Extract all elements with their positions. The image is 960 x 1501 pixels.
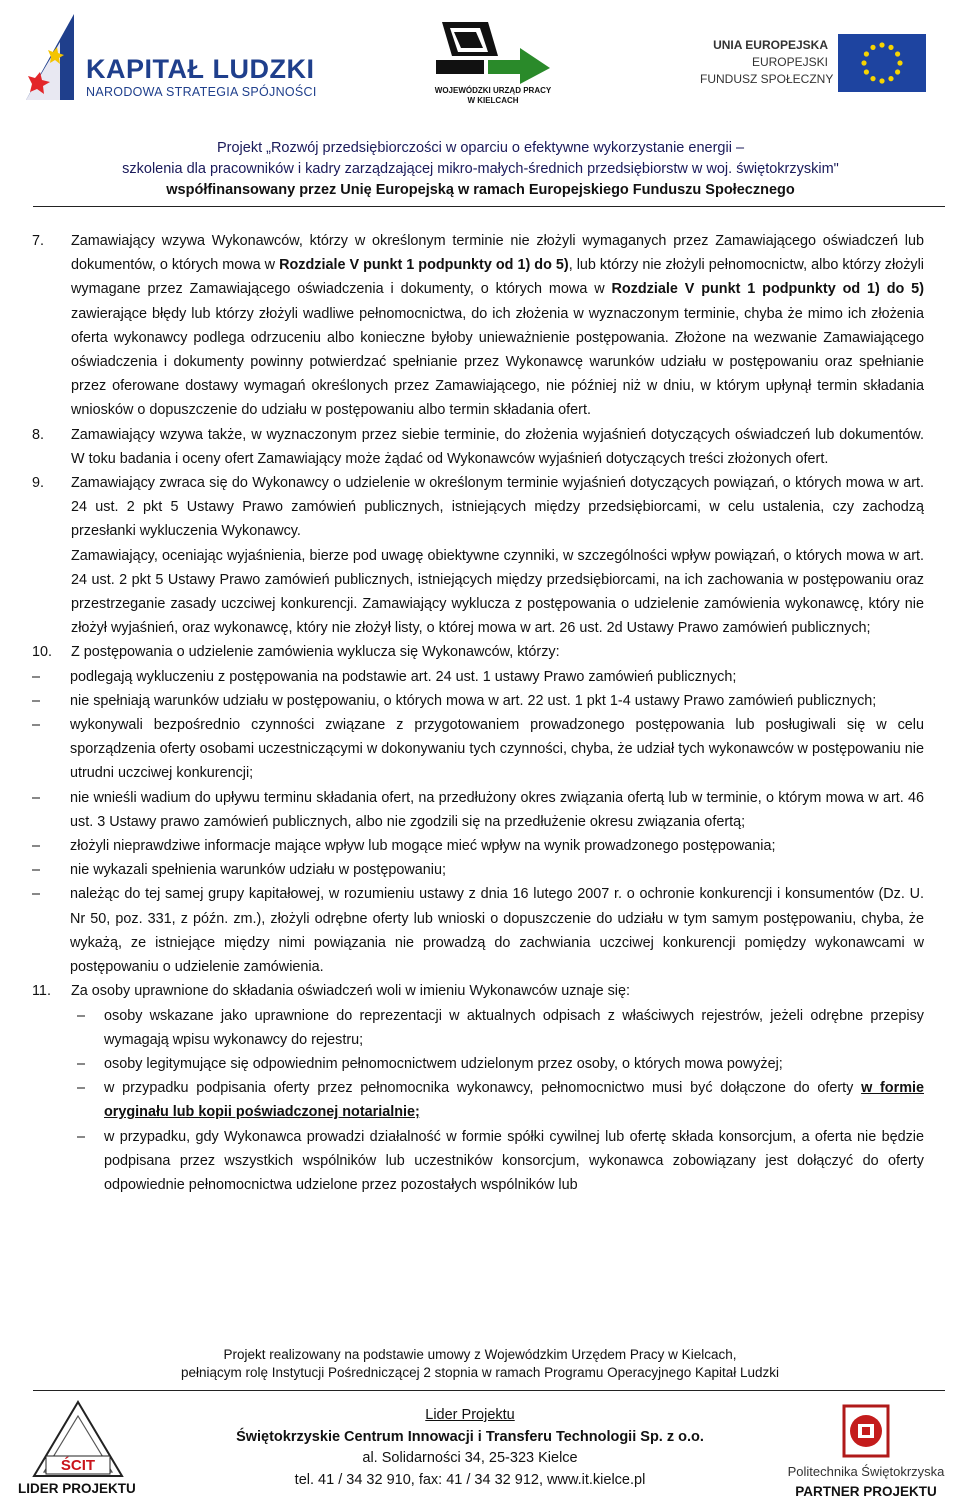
banner-line-1: Projekt „Rozwój przedsiębiorczości w oparciu o efektywne wykorzystanie energii – bbox=[216, 140, 745, 156]
header-divider bbox=[33, 206, 945, 207]
list-item-9 bbox=[32, 471, 924, 640]
bullet-item: – osoby wskazane jako uprawnione do reprezentacji w aktualnych odpisach z właściwych rejestrów, jeżeli odrębne przepisy wymagają wpisu wykonawcy do rejestru; bbox=[77, 1007, 924, 1048]
item-text: Zamawiający wzywa Wykonawców, którzy w określonym terminie nie złożyli wymaganych przez Zamawiającego oświadczeń lub dokumentów, o których mowa w Rozdziale V punkt 1 podpunkty od 1) do 5), lub którzy nie złożyli pełnomocnictw, albo którzy złożyli wymagane przez Zamawiającego oświadczenia i dokumenty, o których mowa w Rozdziale V punkt 1 podpunkty od 1) do 5) zawierające błędy lub którzy złożyli wadliwe pełnomocnictwa, do ich złożenia w wyznaczonym terminie, chyba że mimo ich złożenia oferta wykonawcy podlega odrzuceniu albo konieczne byłoby unieważnienie postępowania. Złożone na wezwanie Zamawiającego oświadczenia i dokumenty powinny potwierdzać spełnianie przez Wykonawcę warunków udziału w postępowaniu oraz spełnianie przez oferowane dostawy wymagań określonych przez Zamawiającego, nie później niż w dniu, w którym upłynął termin składania wniosków o dopuszczenie do udziału w postępowaniu albo termin składania ofert. bbox=[71, 233, 924, 419]
bullet-item: – nie wnieśli wadium do upływu terminu składania ofert, na przedłużony okres związania ofertą lub w terminie, o którym mowa w art. 46 ust. 3 Ustawy prawo zamówień publicznych, albo nie zgodzili się na przedłużenie okresu związania ofertą; bbox=[32, 789, 924, 830]
banner-line-2: szkolenia dla pracowników i kadry zarządzającej mikro-małych-średnich przedsiębiorstw w woj. świętokrzyskim" bbox=[122, 161, 839, 177]
document-body bbox=[32, 229, 924, 1197]
leader-address: al. Solidarności 34, 25-323 Kielce bbox=[362, 1450, 578, 1466]
kapital-ludzki-subtitle: NARODOWA STRATEGIA SPÓJNOŚCI bbox=[86, 85, 317, 99]
banner-line-3: współfinansowany przez Unię Europejską w ramach Europejskiego Funduszu Społecznego bbox=[166, 182, 795, 198]
leader-label: LIDER PROJEKTU bbox=[18, 1481, 136, 1496]
bullet-item: – podlegają wykluczeniu z postępowania na podstawie art. 24 ust. 1 ustawy Prawo zamówień publicznych; bbox=[32, 668, 737, 685]
ue-line3: FUNDUSZ SPOŁECZNY bbox=[700, 72, 834, 86]
partner-label: PARTNER PROJEKTU bbox=[795, 1484, 937, 1499]
leader-name: Świętokrzyskie Centrum Innowacji i Transferu Technologii Sp. z o.o. bbox=[236, 1428, 704, 1445]
list-item-11 bbox=[32, 979, 924, 1003]
bullet-item: – wykonywali bezpośrednio czynności związane z przygotowaniem prowadzonego postępowania lub posługiwali się w celu sporządzenia oferty osobami uczestniczącymi w dokonywaniu tych czynności, chyba, że udział tych wykonawców w postępowaniu nie utrudni uczciwej konkurencji; bbox=[32, 717, 924, 782]
kapital-ludzki-logo bbox=[22, 12, 322, 102]
scit-triangle-icon bbox=[18, 1398, 138, 1478]
bullet-item: – nie spełniają warunków udziału w postępowaniu, o których mowa w art. 22 ust. 1 pkt 1-4 ustawy Prawo zamówień publicznych; bbox=[32, 692, 877, 709]
item-text: Zamawiający wzywa także, w wyznaczonym przez siebie terminie, do złożenia wyjaśnień dotyczących oświadczeń lub dokumentów. W toku badania i oceny ofert Zamawiający może żądać od Wykonawców wyjaśnień dotyczących treści złożonych ofert. bbox=[71, 426, 924, 467]
item-number: 9. bbox=[32, 475, 45, 492]
list-item-7 bbox=[32, 229, 924, 423]
bullet-item: – nie wykazali spełnienia warunków udziału w postępowaniu; bbox=[32, 862, 446, 879]
wup-name: WOJEWÓDZKI URZĄD PRACY bbox=[434, 86, 552, 95]
leader-contact: tel. 41 / 34 32 910, fax: 41 / 34 32 912, www.it.kielce.pl bbox=[294, 1471, 646, 1488]
bullet-item: – osoby legitymujące się odpowiednim pełnomocnictwem udzielonym przez osoby, o których mowa powyżej; bbox=[77, 1055, 783, 1072]
politechnika-emblem-icon bbox=[776, 1402, 956, 1462]
item-text: Za osoby uprawnione do składania oświadczeń woli w imieniu Wykonawców uznaje się: bbox=[71, 983, 630, 1000]
item-number: 7. bbox=[32, 233, 45, 249]
kapital-ludzki-emblem-icon bbox=[22, 12, 80, 102]
ue-line2: EUROPEJSKI bbox=[751, 55, 828, 69]
item-number: 11. bbox=[32, 983, 51, 1000]
item-text: Z postępowania o udzielenie zamówienia wyklucza się Wykonawców, którzy: bbox=[71, 644, 560, 661]
wup-logo bbox=[428, 16, 558, 108]
bullet-item: – należąc do tej samej grupy kapitałowej, w rozumieniu ustawy z dnia 16 lutego 2007 r. o ochronie konkurencji i konsumentów (Dz. U. Nr 50, poz. 331, z późn. zm.), złożyli odrębne oferty lub wnioski o dopuszczenie do udziału w tym samym postępowaniu, chyba, że wykażą, ze istniejące między nimi powiązania nie prowadzą do zachwiania uczciwej konkurencji pomiędzy wykonawcami w postępowaniu o udzielenie zamówienia. bbox=[32, 886, 924, 976]
bullet-item: – złożyli nieprawdziwe informacje mające wpływ lub mogące mieć wpływ na wynik prowadzonego postępowania; bbox=[32, 838, 776, 855]
wup-emblem-icon bbox=[428, 16, 558, 84]
bullet-item: – w przypadku podpisania oferty przez pełnomocnika wykonawcy, pełnomocnictwo musi być dołączone do oferty w formie oryginału lub kopii poświadczonej notarialnie; bbox=[77, 1080, 924, 1121]
project-banner bbox=[33, 138, 928, 201]
eu-flag-icon bbox=[838, 34, 926, 92]
item-text: Zamawiający, oceniając wyjaśnienia, bierze pod uwagę obiektywne czynniki, w szczególności wpływ powiązań, o których mowa w art. 24 ust. 2 pkt 5 Ustawy Prawo zamówień publicznych, istniejących między przedsiębiorcami, na ich zachowania w postępowaniu oraz przestrzeganie zasady uczciwej konkurencji. Zamawiający wyklucza z postępowania o udzielenie zamówienia wykonawcę, który nie złożył wyjaśnień, oraz wykonawcę, który nie złożył listy, o której mowa w art. 26 ust. 2d Ustawy Prawo zamówień publicznych; bbox=[71, 547, 924, 637]
bullet-item: – w przypadku, gdy Wykonawca prowadzi działalność w formie spółki cywilnej lub ofertę składa konsorcjum, a oferta nie będzie podpisana przez wszystkich wspólników lub uczestników konsorcjum, wykonawca zobowiązany jest dołączyć do oferty odpowiednie pełnomocnictwa udzielone przez pozostałych wspólników lub bbox=[77, 1128, 924, 1193]
item-text: Zamawiający zwraca się do Wykonawcy o udzielenie w określonym terminie wyjaśnień dotyczących powiązań, o których mowa w art. 24 ust. 2 pkt 5 Ustawy Prawo zamówień publicznych, istniejących między przedsiębiorcami, w celu ustalenia, czy zachodzą przesłanki wykluczenia Wykonawcy. bbox=[71, 475, 924, 540]
list-item-8 bbox=[32, 423, 924, 471]
scit-logo-text: ŚCIT bbox=[60, 1457, 96, 1474]
underlined-requirement: w formie oryginału lub kopii poświadczonej notarialnie; bbox=[104, 1080, 924, 1121]
footer-note: Projekt realizowany na podstawie umowy z Wojewódzkim Urzędem Pracy w Kielcach, pełniącym rolę Instytucji Pośredniczącej 2 stopnia w ramach Programu Operacyjnego Kapitał Ludzki bbox=[180, 1347, 780, 1380]
list-item-10 bbox=[32, 640, 924, 664]
item-number: 8. bbox=[32, 426, 45, 443]
footer-divider bbox=[33, 1390, 945, 1391]
item-number: 10. bbox=[32, 644, 53, 661]
ue-line1: UNIA EUROPEJSKA bbox=[713, 38, 828, 52]
politechnika-logo bbox=[776, 1402, 956, 1498]
leader-title: Lider Projektu bbox=[425, 1407, 515, 1423]
partner-name: Politechnika Świętokrzyska bbox=[787, 1464, 945, 1479]
scit-logo bbox=[18, 1398, 138, 1498]
project-leader bbox=[200, 1405, 740, 1491]
wup-city: W KIELCACH bbox=[467, 96, 519, 105]
ue-efs-logo bbox=[700, 34, 940, 94]
kapital-ludzki-title: KAPITAŁ LUDZKI bbox=[86, 54, 315, 84]
